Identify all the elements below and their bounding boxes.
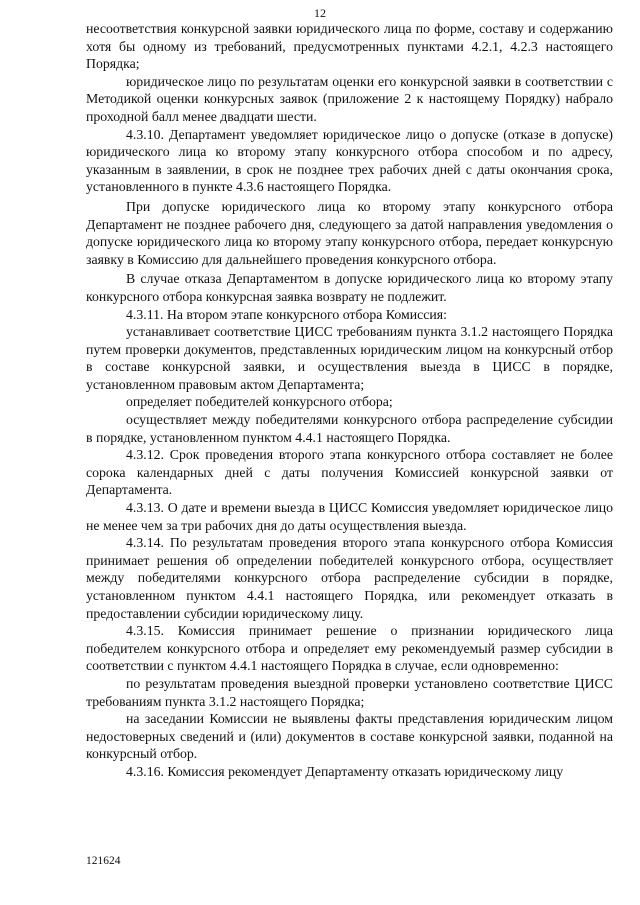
paragraph: 4.3.16. Комиссия рекомендует Департаменту отказать юридическому лицу — [126, 763, 564, 779]
paragraph: 4.3.14. По результатам проведения второго этапа конкурсного отбора Комиссия принимает решения об определении победителей конкурсного отбора, осуществляет между победителями конкурсного отбора распределение субсидии в порядке, установленном пунктом 4.4.1 настоящего Порядка, или рекомендует отказать в предоставлении субсидии юридическому лицу. — [86, 535, 613, 621]
paragraph: В случае отказа Департаментом в допуске юридического лица ко второму этапу конкурсного отбора конкурсная заявка возврату не подлежит. — [86, 271, 613, 304]
paragraph: осуществляет между победителями конкурсного отбора распределение субсидии в порядке, установленном пунктом 4.4.1 настоящего Порядка. — [86, 412, 613, 445]
paragraph: устанавливает соответствие ЦИСС требованиям пункта 3.1.2 настоящего Порядка путем проверки документов, представленных юридическим лицом на конкурсный отбор в составе конкурсной заявки, и осуществления выезда в ЦИСС в порядке, установленном правовым актом Департамента; — [86, 324, 613, 392]
paragraph: 4.3.10. Департамент уведомляет юридическое лицо о допуске (отказе в допуске) юридического лица ко второму этапу конкурсного отбора способом и по адресу, указанным в заявлении, в срок не позднее трех рабочих дней с даты окончания срока, установленного в пункте 4.3.6 настоящего Порядка. — [86, 126, 613, 195]
paragraph: 4.3.11. На втором этапе конкурсного отбора Комиссия: — [126, 306, 447, 322]
paragraph: При допуске юридического лица ко второму этапу конкурсного отбора Департамент не позднее рабочего дня, следующего за датой направления уведомления о допуске юридического лица ко второму этапу конкурсного отбора, передает конкурсную заявку в Комиссию для дальнейшего проведения конкурсного отбора. — [86, 198, 613, 267]
paragraph: на заседании Комиссии не выявлены факты представления юридическим лицом недостоверных сведений и (или) документов в составе конкурсной заявки, поданной на конкурсный отбор. — [86, 711, 613, 762]
document-code: 121624 — [86, 855, 121, 867]
paragraph: 4.3.15. Комиссия принимает решение о признании юридического лица победителем конкурсного отбора и определяет ему рекомендуемый размер субсидии в соответствии с пунктом 4.4.1 настоящего Порядка в случае, если одновременно: — [86, 623, 613, 674]
paragraph: определяет победителей конкурсного отбора; — [126, 394, 393, 410]
document-body — [86, 20, 613, 781]
paragraph: юридическое лицо по результатам оценки его конкурсной заявки в соответствии с Методикой оценки конкурсных заявок (приложение 2 к настоящему Порядку) набрало проходной балл менее двадцати шести. — [86, 73, 613, 124]
paragraph: 4.3.12. Срок проведения второго этапа конкурсного отбора составляет не более сорока календарных дней с даты получения Комиссией конкурсной заявки от Департамента. — [86, 447, 613, 498]
paragraph: 4.3.13. О дате и времени выезда в ЦИСС Комиссия уведомляет юридическое лицо не менее чем за три рабочих дня до даты осуществления выезда. — [86, 500, 613, 533]
paragraph: несоответствия конкурсной заявки юридического лица по форме, составу и содержанию хотя бы одному из требований, предусмотренных пунктами 4.2.1, 4.2.3 настоящего Порядка; — [86, 21, 613, 72]
page-number: 12 — [314, 6, 326, 20]
paragraph: по результатам проведения выездной проверки установлено соответствие ЦИСС требованиям пункта 3.1.2 настоящего Порядка; — [86, 675, 613, 709]
